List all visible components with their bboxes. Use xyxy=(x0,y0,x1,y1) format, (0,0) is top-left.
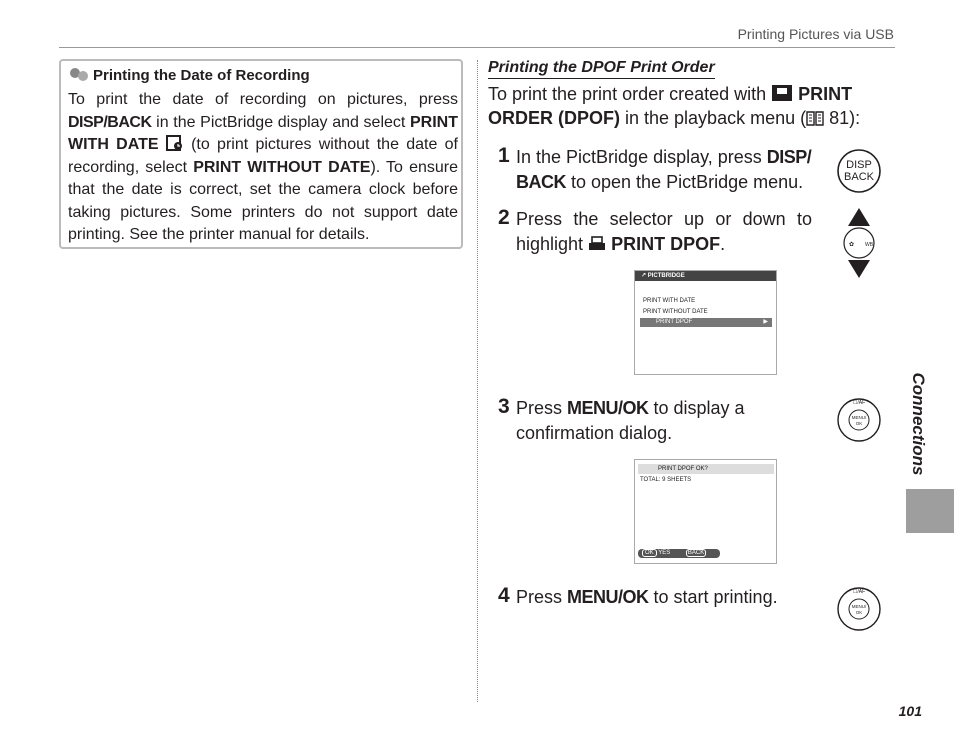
svg-text:OK: OK xyxy=(855,610,863,615)
running-header: Printing Pictures via USB xyxy=(737,26,894,42)
svg-text:OK: OK xyxy=(855,421,863,426)
svg-text:✿: ✿ xyxy=(849,242,855,248)
chapter-tab xyxy=(906,489,954,533)
tip-title: Printing the Date of Recording xyxy=(69,67,310,84)
menu-ok-key: MENU/OK xyxy=(567,587,649,607)
screen-title-bar: ↗ PICTBRIDGE xyxy=(635,271,776,281)
printer-icon xyxy=(588,236,606,252)
step-text: Press MENU/OK to display a confirmation dialog. xyxy=(516,398,745,443)
date-print-icon xyxy=(166,135,184,151)
side-label: Connections xyxy=(909,372,928,476)
step-text: In the PictBridge display, press DISP/ BACK to open the PictBridge menu. xyxy=(516,147,812,192)
menu-ok-button-icon xyxy=(836,397,882,443)
step-number: 3 xyxy=(498,395,510,418)
pictbridge-screen xyxy=(634,270,777,375)
step-number: 1 xyxy=(498,144,510,167)
step-text: Press MENU/OK to start printing. xyxy=(516,587,778,607)
back-key[interactable]: BACK xyxy=(687,550,705,556)
page-number: 101 xyxy=(898,703,922,719)
dialog-buttons xyxy=(638,549,720,565)
menu-ok-button-icon xyxy=(836,586,882,632)
tip-body: To print the date of recording on pictures, press DISP/BACK in the PictBridge display and select PRINT WITH DATE (to print pictures without the date of recording, select PRINT WITHOUT DATE). To ensure that the date is correct, set the camera clock before taking pictures. Some printers do not support date printing. See the printer manual for details. xyxy=(68,91,459,243)
confirmation-screen xyxy=(634,459,777,564)
menu-item-print-dpof[interactable]: PRINT DPOF ▶ xyxy=(640,318,772,327)
print-with-date-label: PRINT WITH DATE xyxy=(68,113,458,153)
svg-text:WB: WB xyxy=(865,242,874,248)
disp-back-button-icon xyxy=(836,148,882,194)
disp-back-key: DISP/BACK xyxy=(68,113,152,131)
section-intro: To print the print order created with PRINT ORDER (DPOF) in the playback menu ( 81): xyxy=(488,84,861,128)
svg-text:☐/AF: ☐/AF xyxy=(852,400,866,406)
yes-label: YES xyxy=(658,550,671,556)
back-label: BACK xyxy=(844,171,874,183)
section-title: Printing the DPOF Print Order xyxy=(488,59,715,79)
menu-ok-key: MENU/OK xyxy=(567,398,649,418)
step-number: 2 xyxy=(498,206,510,229)
playback-print-icon xyxy=(771,84,793,102)
tip-box xyxy=(59,59,463,249)
arrow-right-icon: ▶ xyxy=(763,319,768,325)
svg-text:MENU/: MENU/ xyxy=(851,604,867,609)
menu-item-print-with-date[interactable]: PRINT WITH DATE xyxy=(643,298,696,304)
step-text: Press the selector up or down to highlight PRINT DPOF. xyxy=(516,209,812,254)
header-rule xyxy=(59,47,895,48)
step-number: 4 xyxy=(498,584,510,607)
column-divider xyxy=(477,60,478,702)
disp-back-key: DISP/ BACK xyxy=(516,147,812,192)
ok-key[interactable]: OK xyxy=(642,549,657,557)
cancel-label: CANCEL xyxy=(642,559,667,565)
total-sheets: TOTAL: 9 SHEETS xyxy=(640,477,692,483)
selector-up-down-icon xyxy=(836,206,882,280)
svg-text:☐/AF: ☐/AF xyxy=(852,589,866,595)
dialog-title-bar: PRINT DPOF OK? xyxy=(638,464,774,474)
print-dpof-label: PRINT DPOF xyxy=(611,234,721,254)
disp-label: DISP xyxy=(846,159,872,171)
print-order-dpof-label: PRINT ORDER (DPOF) xyxy=(488,84,853,128)
svg-text:MENU/: MENU/ xyxy=(851,415,867,420)
print-without-date-label: PRINT WITHOUT DATE xyxy=(193,158,371,176)
menu-item-print-without-date[interactable]: PRINT WITHOUT DATE xyxy=(643,309,708,315)
book-icon xyxy=(806,110,824,126)
tip-icon xyxy=(69,67,91,81)
